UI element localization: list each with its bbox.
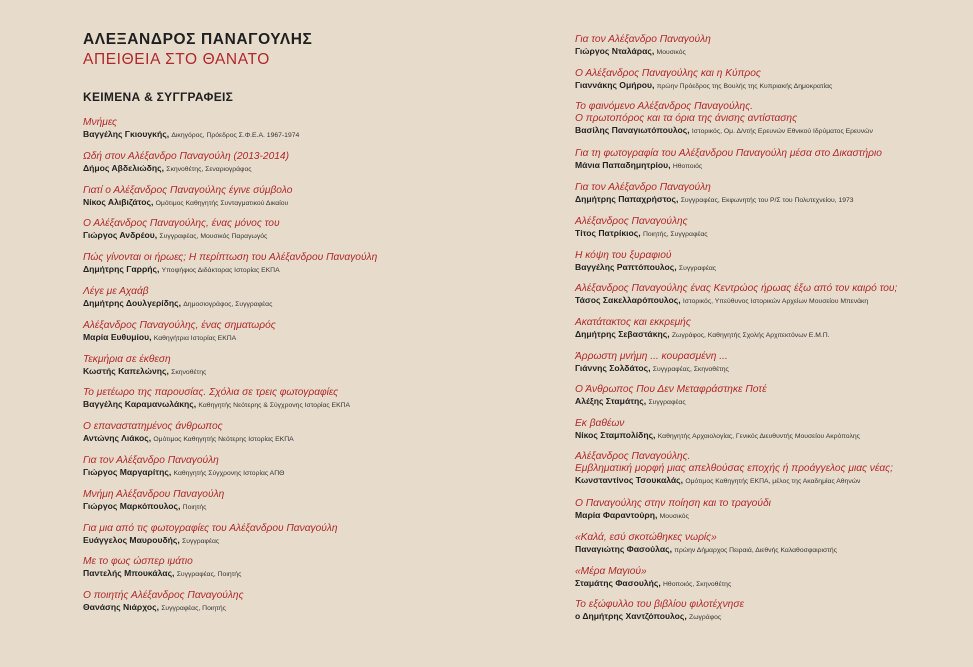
entry-title: Ο Παναγούλης στην ποίηση και το τραγούδι <box>575 498 771 509</box>
author-name: Τίτος Πατρίκιος, <box>575 228 641 238</box>
entry-title: Αλέξανδρος Παναγούλης ένας Κεντρώος ήρωας έξω από τον καιρό του; <box>575 283 898 294</box>
author-name: Γιώργος Μαρκόπουλος, <box>83 501 181 511</box>
author-role: Ομότιμος Καθηγητής ΕΚΠΑ, μέλος της Ακαδημίας Αθηνών <box>685 478 861 485</box>
entry-author <box>575 578 731 590</box>
toc-entry <box>575 148 882 172</box>
toc-entry <box>575 384 767 408</box>
toc-entry <box>83 185 292 209</box>
toc-entry <box>83 387 350 411</box>
author-name: Τάσος Σακελλαρόπουλος, <box>575 295 681 305</box>
entry-title: Αλέξανδρος Παναγούλης. <box>575 451 691 462</box>
toc-entry <box>83 151 289 175</box>
author-name: Μαρία Ευθυμίου, <box>83 332 152 342</box>
entry-title: Πώς γίνονται οι ήρωες; Η περίπτωση του Αλέξανδρου Παναγούλη <box>83 252 378 263</box>
entry-title: Με το φως ώσπερ ιμάτιο <box>83 556 193 567</box>
entry-author <box>83 197 292 209</box>
author-role: Μουσικός <box>656 49 686 56</box>
entry-title: Για τη φωτογραφία του Αλέξανδρου Παναγούλη μέσα στο Δικαστήριο <box>575 148 882 159</box>
entry-author <box>83 332 276 344</box>
author-name: Γιώργος Μαργαρίτης, <box>83 467 172 477</box>
entry-author <box>575 510 771 522</box>
author-role: Συγγραφέας, Σκηνοθέτης <box>652 366 729 373</box>
entry-title: «Μέρα Μαγιού» <box>575 566 647 577</box>
toc-entry <box>83 218 280 242</box>
entry-title: Για τον Αλέξανδρο Παναγούλη <box>575 182 711 193</box>
author-name: Αντώνης Λιάκος, <box>83 433 152 443</box>
author-name: Βαγγέλης Ραπτόπουλος, <box>575 262 677 272</box>
author-role: Καθηγήτρια Ιστορίας ΕΚΠΑ <box>153 335 237 342</box>
entry-author <box>83 467 284 479</box>
toc-entry <box>575 250 716 274</box>
entry-title: Η κόψη του ξυραφιού <box>575 250 672 261</box>
author-name: Νίκος Αλιβιζάτος, <box>83 197 154 207</box>
toc-entry <box>83 252 377 276</box>
author-role: Συγγραφέας <box>648 399 686 406</box>
entry-title: Ο Άνθρωπος Που Δεν Μεταφράστηκε Ποτέ <box>575 384 767 395</box>
entry-author <box>83 230 280 242</box>
author-name: Δημήτρης Σεβαστάκης, <box>575 329 670 339</box>
author-name: Αλέξης Σταμάτης, <box>575 396 647 406</box>
document-title: ΑΛΕΞΑΝΔΡΟΣ ΠΑΝΑΓΟΥΛΗΣ <box>83 31 313 48</box>
toc-entry <box>83 523 338 547</box>
entry-title-line2: Ο πρωτοπόρος και τα όρια της άνισης αντίστασης <box>575 113 798 124</box>
author-name: Γιαννάκης Ομήρου, <box>575 80 655 90</box>
entry-author <box>83 501 224 513</box>
entry-author <box>575 475 893 487</box>
author-name: Κωστής Καπελώνης, <box>83 366 169 376</box>
entry-title: Το φαινόμενο Αλέξανδρος Παναγούλης. <box>575 101 753 112</box>
author-name: Νίκος Σταμπολίδης, <box>575 430 656 440</box>
toc-entry <box>83 489 224 513</box>
author-role: Ποιητής <box>182 504 207 511</box>
entry-author <box>575 160 882 172</box>
author-role: Ιστορικός, Ομ. Δ/ντής Ερευνών Εθνικού Ιδρύματος Ερευνών <box>691 128 873 135</box>
entry-title: Γιατί ο Αλέξανδρος Παναγούλης έγινε σύμβολο <box>83 185 293 196</box>
author-role: Συγγραφέας <box>182 538 220 545</box>
entry-title: Αλέξανδρος Παναγούλης <box>575 216 688 227</box>
author-name: Βασίλης Παναγιωτόπουλος, <box>575 125 690 135</box>
author-name: ο Δημήτρης Χαντζόπουλος, <box>575 611 687 621</box>
author-name: Σταμάτης Φασουλής, <box>575 578 661 588</box>
toc-entry <box>83 455 284 479</box>
author-role: Σκηνοθέτης, Σεναριογράφος <box>166 166 252 173</box>
author-role: Καθηγητής Σύγχρονης Ιστορίας ΑΠΘ <box>173 470 285 477</box>
author-role: Ιστορικός, Υπεύθυνος Ιστορικών Αρχείων Μουσείου Μπενάκη <box>682 298 869 305</box>
entry-title: Τεκμήρια σε έκθεση <box>83 354 171 365</box>
entry-title: Ακατάτακτος και εκκρεμής <box>575 317 691 328</box>
entry-title-line2: Εμβληματική μορφή μιας απελθούσας εποχής ή πρoάγγελος μιας νέας; <box>575 463 893 474</box>
author-role: Καθηγητής Νεότερης & Σύγχρονης Ιστορίας ΕΚΠΑ <box>198 402 351 409</box>
entry-title: «Καλά, εσύ σκοτώθηκες νωρίς» <box>575 532 717 543</box>
entry-author <box>83 298 272 310</box>
toc-entry <box>575 182 854 206</box>
author-role: Ποιητής, Συγγραφέας <box>642 231 708 238</box>
entry-author <box>575 46 711 58</box>
author-role: Συγγραφέας, Ποιητής <box>176 571 242 578</box>
entry-title: Μνήμες <box>83 117 117 128</box>
author-role: Συγγραφέας, Εκφωνητής του Ρ/Σ του Πολυτεχνείου, 1973 <box>680 197 854 204</box>
entry-author <box>83 264 377 276</box>
author-name: Θανάσης Νιάρχος, <box>83 602 159 612</box>
toc-entry <box>575 283 897 307</box>
toc-entry <box>575 68 832 92</box>
entry-author <box>575 611 744 623</box>
entry-title: Άρρωστη μνήμη ... κουρασμένη ... <box>575 351 728 362</box>
author-role: πρώην Πρόεδρος της Βουλής της Κυπριακής Δημοκρατίας <box>656 83 833 90</box>
entry-author <box>83 568 241 580</box>
author-role: Ομότιμος Καθηγητής Συνταγματικού Δικαίου <box>155 200 289 207</box>
author-name: Μαρία Φαραντούρη, <box>575 510 658 520</box>
toc-entry <box>575 532 837 556</box>
toc-entry <box>575 216 708 240</box>
entry-author <box>575 262 716 274</box>
entry-author <box>575 194 854 206</box>
entry-title: Για τον Αλέξανδρο Παναγούλη <box>575 34 711 45</box>
entry-title: Μνήμη Αλέξανδρου Παναγούλη <box>83 489 225 500</box>
entry-author <box>83 433 294 445</box>
toc-entry <box>83 421 294 445</box>
entry-author <box>575 80 832 92</box>
author-name: Γιώργος Ανδρέου, <box>83 230 158 240</box>
author-name: Παντελής Μπουκάλας, <box>83 568 175 578</box>
toc-entry <box>575 418 860 442</box>
entry-author <box>575 329 830 341</box>
toc-entry <box>575 101 873 137</box>
toc-entry <box>83 117 299 141</box>
entry-title: Αλέξανδρος Παναγούλης, ένας σηματωρός <box>83 320 276 331</box>
author-role: Συγγραφέας, Μουσικός Παραγωγός <box>159 233 268 240</box>
entry-author <box>575 295 897 307</box>
author-role: Σκηνοθέτης <box>171 369 207 376</box>
entry-title: Ο επαναστατημένος άνθρωπος <box>83 421 223 432</box>
entry-author <box>575 125 873 137</box>
toc-entry <box>575 599 744 623</box>
entry-author <box>83 399 350 411</box>
entry-title: Το μετέωρο της παρουσίας. Σχόλια σε τρεις φωτογραφίες <box>83 387 339 398</box>
toc-entry <box>575 566 731 590</box>
entry-author <box>83 366 206 378</box>
author-name: Γιάννης Σολδάτος, <box>575 363 651 373</box>
entry-author <box>83 163 289 175</box>
author-name: Γιώργος Νταλάρας, <box>575 46 655 56</box>
author-role: Υποψήφιος Διδάκτορας Ιστορίας ΕΚΠΑ <box>161 267 280 274</box>
section-heading: ΚΕΙΜΕΝΑ & ΣΥΓΓΡΑΦΕΙΣ <box>83 90 234 104</box>
author-role: Συγγραφέας, Ποιητής <box>161 605 226 612</box>
entry-author <box>575 228 708 240</box>
author-role: Δικηγόρος, Πρόεδρος Σ.Φ.Ε.Α. 1967-1974 <box>171 132 300 139</box>
author-role: Ηθοποιός, Σκηνοθέτης <box>663 581 732 588</box>
author-name: Δημήτρης Δουλγερίδης, <box>83 298 181 308</box>
author-role: Ηθοποιός <box>672 163 703 170</box>
toc-entry <box>575 317 830 341</box>
author-role: Ζωγράφος <box>689 614 722 621</box>
entry-title: Το εξώφυλλο του βιβλίου φιλοτέχνησε <box>575 599 744 610</box>
author-role: Ζωγράφος, Καθηγητής Σχολής Αρχιτεκτόνων Ε.Μ.Π. <box>671 332 830 339</box>
author-name: Βαγγέλης Γκιουγκής, <box>83 129 170 139</box>
entry-author <box>575 396 767 408</box>
toc-entry <box>575 498 771 522</box>
author-name: Δημήτρης Παπαχρήστος, <box>575 194 679 204</box>
author-role: Ομότιμος Καθηγητής Νεότερης Ιστορίας ΕΚΠΑ <box>153 436 294 443</box>
entry-title: Ωδή στον Αλέξανδρο Παναγούλη (2013-2014) <box>83 151 289 162</box>
entry-title: Για μια από τις φωτογραφίες του Αλέξανδρου Παναγούλη <box>83 523 338 534</box>
entry-author <box>575 430 860 442</box>
author-role: Καθηγητής Αρχαιολογίας, Γενικός Διευθυντής Μουσείου Ακρόπολης <box>657 433 860 440</box>
entry-title: Ο ποιητής Αλέξανδρος Παναγούλης <box>83 590 244 601</box>
toc-entry <box>575 451 893 487</box>
toc-entry <box>83 354 206 378</box>
toc-entry <box>83 556 241 580</box>
author-name: Βαγγέλης Καραμανωλάκης, <box>83 399 197 409</box>
author-name: Παναγιώτης Φασούλας, <box>575 544 672 554</box>
author-role: Συγγραφέας <box>678 265 717 272</box>
toc-entry <box>83 320 276 344</box>
author-role: Δημοσιογράφος, Συγγραφέας <box>183 301 273 308</box>
entry-author <box>83 535 338 547</box>
author-name: Δήμος Αβδελιώδης, <box>83 163 164 173</box>
entry-title: Ο Αλέξανδρος Παναγούλης και η Κύπρος <box>575 68 761 79</box>
entry-title: Ο Αλέξανδρος Παναγούλης, ένας μόνος του <box>83 218 280 229</box>
author-name: Κωνσταντίνος Τσουκαλάς, <box>575 475 684 485</box>
author-name: Μάνια Παπαδημητρίου, <box>575 160 671 170</box>
author-name: Δημήτρης Γαρρής, <box>83 264 160 274</box>
entry-title: Λέγε με Αχαάβ <box>83 286 149 297</box>
document-subtitle: ΑΠΕΙΘΕΙΑ ΣΤΟ ΘΑΝΑΤΟ <box>83 51 270 68</box>
author-role: πρώην Δήμαρχος Πειραιά, Διεθνής Καλαθοσφαιριστής <box>674 547 837 554</box>
entry-author <box>575 363 729 375</box>
entry-author <box>575 544 837 556</box>
entry-title: Εκ βαθέων <box>575 418 625 429</box>
toc-entry <box>83 286 272 310</box>
toc-entry <box>575 351 729 375</box>
entry-author <box>83 129 299 141</box>
entry-author <box>83 602 244 614</box>
author-role: Μουσικός <box>659 513 689 520</box>
author-name: Ευάγγελος Μαυρουδής, <box>83 535 180 545</box>
toc-entry <box>83 590 244 614</box>
toc-entry <box>575 34 711 58</box>
entry-title: Για τον Αλέξανδρο Παναγούλη <box>83 455 219 466</box>
